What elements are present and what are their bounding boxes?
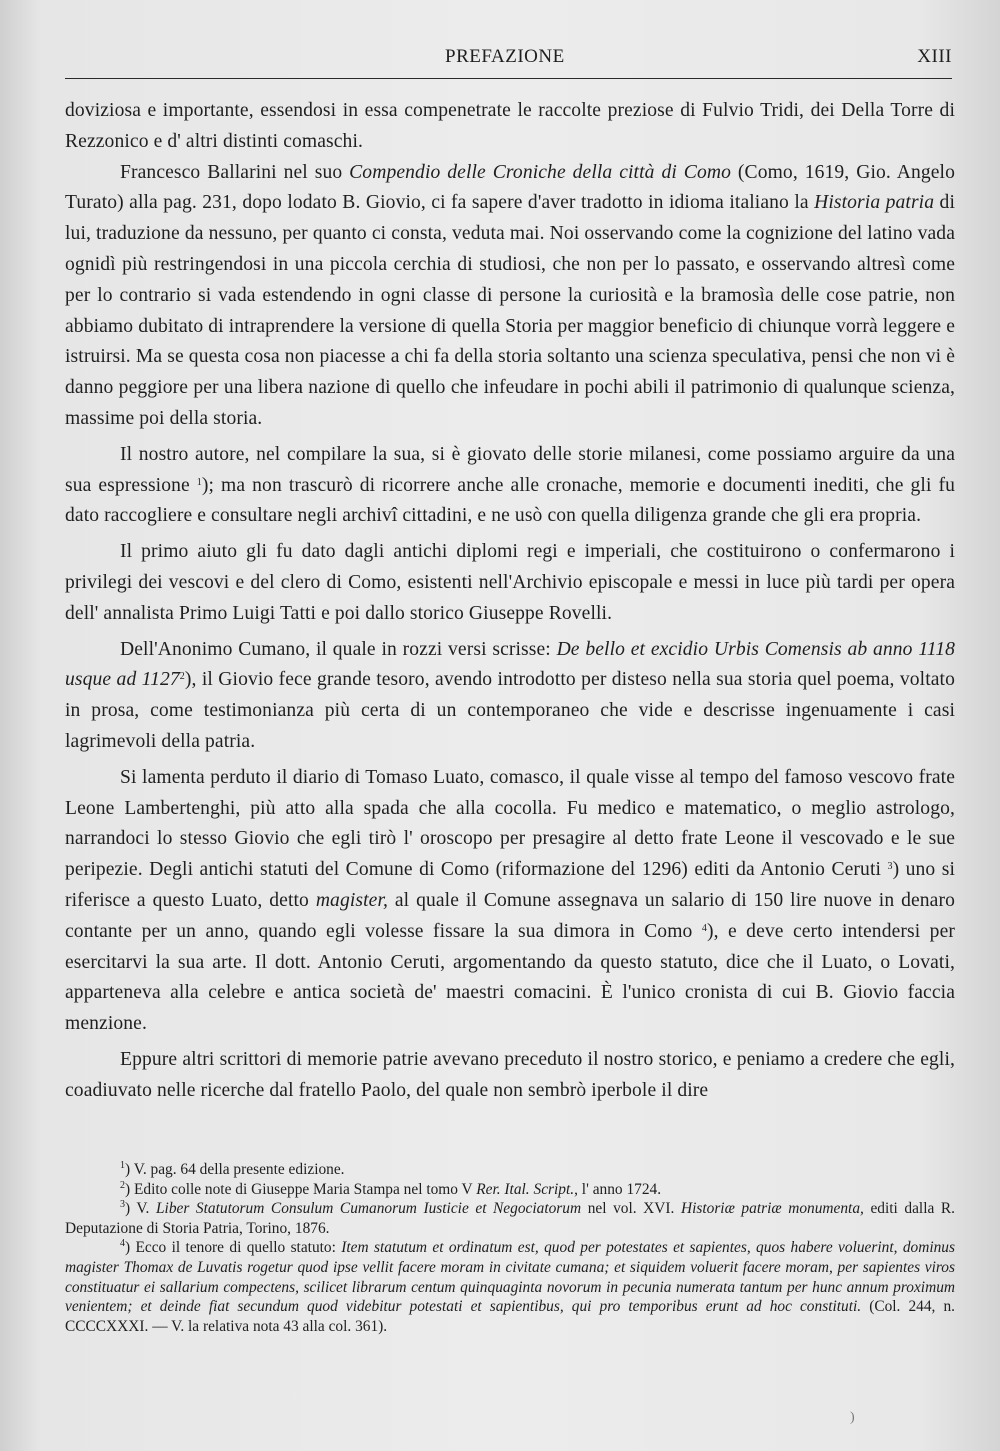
paragraph-1: doviziosa e importante, essendosi in essa compenetrate le raccolte preziose di Fulvio Tridi, dei Della Torre di Rezzonico e d' altri distinti comaschi. xyxy=(65,100,955,152)
paragraph-3: Il nostro autore, nel compilare la sua, si è giovato delle storie milanesi, come possiamo arguire da una sua espressione $^1$); ma non trascurò di ricorrere anche alle cronache, memorie e documenti inediti, che gli fu dato raccogliere e consultare negli archivî cittadini, e ne usò con quella diligenza grande che gli era propria. xyxy=(65,443,955,527)
italic-title: Historia patria xyxy=(814,192,935,214)
body-text xyxy=(65,96,955,1107)
paragraph-4: Il primo aiuto gli fu dato dagli antichi diplomi regi e imperiali, che costituirono o confermarono i privilegi dei vescovi e del clero di Como, esistenti nell'Archivio episcopale e messi in luce più tardi per opera dell' annalista Primo Luigi Tatti e poi dallo storico Giuseppe Rovelli. xyxy=(65,541,955,624)
italic-term: magister, xyxy=(315,889,389,911)
footnote-ref: 3 xyxy=(887,861,893,873)
italic-title: De bello et excidio Urbis Comensis ab anno 1118 usque ad 1127 xyxy=(65,638,955,691)
footnote-ref: 1 xyxy=(196,476,202,488)
margin-mark: ) xyxy=(850,1410,855,1425)
footnote-2: $^2$) Edito colle note di Giuseppe Maria Stampa nel tomo V Rer. Ital. Script., l' anno 1724. xyxy=(120,1179,662,1198)
footnote-3: $^3$) V. Liber Statutorum Consulum Cumanorum Iusticie et Negociatorum nel vol. XVI. Historiæ patriæ monumenta, editi dalla R. Deputazione di Storia Patria, Torino, 1876. xyxy=(65,1199,955,1237)
footnote-1: $^1$) V. pag. 64 della presente edizione. xyxy=(120,1160,345,1178)
paragraph-5: Dell'Anonimo Cumano, il quale in rozzi versi scrisse: De bello et excidio Urbis Comensis ab anno 1118 usque ad 1127$^2$), il Giovio fece grande tesoro, avendo introdotto per disteso nella sua storia quel poema, voltato in prosa, come testimonianza più certa di un contemporaneo che vide e descrisse ingenuamente i casi lagrimevoli della patria. xyxy=(65,638,955,752)
footnote-ref: 2 xyxy=(179,671,185,683)
footnote-4: $^4$) Ecco il tenore di quello statuto: Item statutum et ordinatum est, quod per potestates et sapientes, quos habere voluerint, dominus magister Thomax de Luvatis rogetur quod ipse vellit facere moram in civitate cumana; et siquidem voluerit facere moram, per sapientes viros constituatur ei sallarium compectens, scilicet librarum centum quinquaginta novorum in pecunia numerata tantum per hunc annum proximum venientem; et deinde fiat secundum quod videbitur potestati et sapientibus, qui pro temporibus erunt ad hoc constituti. (Col. 244, n. CCCCXXXI. — V. la relativa nota 43 alla col. 361). xyxy=(65,1238,956,1335)
footnotes xyxy=(65,1160,955,1336)
running-head: PREFAZIONE xyxy=(445,46,565,67)
footnote-ref: 4 xyxy=(701,922,707,934)
paragraph-2: Francesco Ballarini nel suo Compendio delle Croniche della città di Como (Como, 1619, Gio. Angelo Turato) alla pag. 231, dopo lodato B. Giovio, ci fa sapere d'aver tradotto in idioma italiano la Historia patria di lui, traduzione da nessuno, per quanto ci consta, veduta mai. Noi osservando come la cognizione del latino vada ognidì più restringendosi in una piccola cerchia di studiosi, che non per lo passato, e osservando altresì come per lo contrario si vada estendendo in ogni classe di persone la curiosità e la bramosìa delle cose patrie, non abbiamo dubitato di intraprendere la versione di quella Storia per maggior beneficio di chiunque vorrà leggere e istruirsi. Ma se questa cosa non piacesse a chi fa della storia soltanto una scienza speculativa, pensi che non vi è danno peggiore per una libera nazione di quello che infeudare in pochi abili il patrimonio di qualunque scienza, massime poi della storia. xyxy=(65,161,955,429)
paragraph-7: Eppure altri scrittori di memorie patrie avevano preceduto il nostro storico, e peniamo a credere che egli, coadiuvato nelle ricerche dal fratello Paolo, del quale non sembrò iperbole il dire xyxy=(65,1048,955,1101)
page-header xyxy=(65,44,952,79)
page-number: XIII xyxy=(917,46,952,67)
italic-title: Compendio delle Croniche della città di Como xyxy=(349,161,731,183)
paragraph-6: Si lamenta perduto il diario di Tomaso Luato, comasco, il quale visse al tempo del famoso vescovo frate Leone Lambertenghi, più atto alla spada che alla cocolla. Fu medico e matematico, o meglio astrologo, narrandoci lo stesso Giovio che egli tirò l' oroscopo per presagire al detto frate Leone il vescovado e le sue peripezie. Degli antichi statuti del Comune di Como (riformazione del 1296) editi da Antonio Ceruti $^3$) uno si riferisce a questo Luato, detto magister, al quale il Comune assegnava un salario di 150 lire nuove in denaro contante per un anno, quando egli volesse fissare la sua dimora in Como $^4$), e deve certo intendersi per esercitarvi la sua arte. Il dott. Antonio Ceruti, argomentando da questo statuto, dice che il Luato, o Lovati, apparteneva alla celebre e antica società de' maestri comacini. È l'unico cronista di cui B. Giovio faccia menzione. xyxy=(65,766,955,1035)
